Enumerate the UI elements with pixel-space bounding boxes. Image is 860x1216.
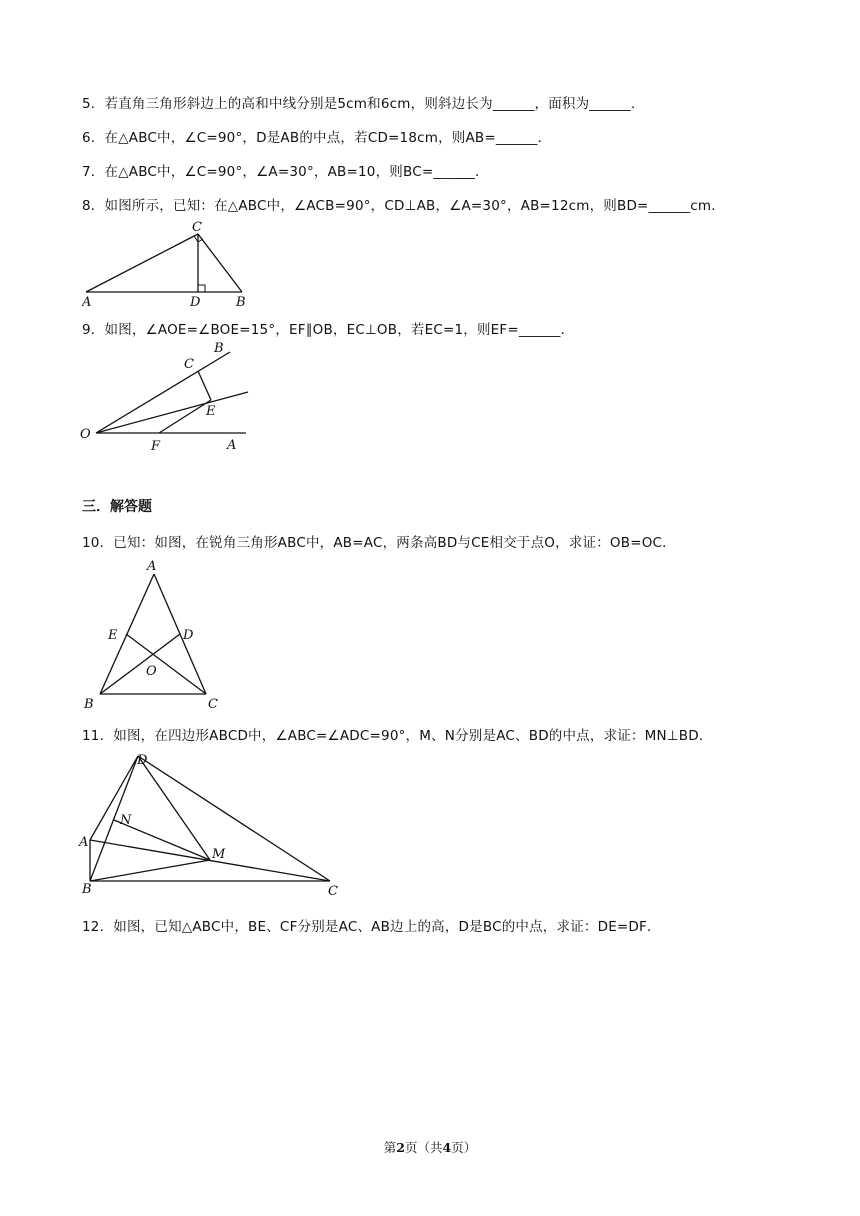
fig10-label-c: C xyxy=(208,697,218,712)
fig9-label-f: F xyxy=(151,439,161,454)
fig8-label-d: D xyxy=(190,295,201,310)
question-9: 9．如图，∠AOE=∠BOE=15°，EF∥OB，EC⊥OB，若EC=1，则EF=______． xyxy=(82,322,575,338)
question-5: 5．若直角三角形斜边上的高和中线分别是5cm和6cm，则斜边长为______，面积为______． xyxy=(82,96,645,112)
fig9-label-b: B xyxy=(214,341,224,356)
footer-page-number: 2 xyxy=(396,1140,405,1155)
fig10-label-b: B xyxy=(84,697,94,712)
fig8-label-b: B xyxy=(236,295,246,310)
fig8-label-c: C xyxy=(192,220,202,235)
fig11-label-n: N xyxy=(120,813,132,828)
fig8-label-a: A xyxy=(82,295,92,310)
figure-q11 xyxy=(78,748,342,898)
fig10-label-e: E xyxy=(108,628,118,643)
fig11-label-m: M xyxy=(212,847,226,862)
question-11: 11．如图，在四边形ABCD中，∠ABC=∠ADC=90°，M、N分别是AC、BD的中点，求证：MN⊥BD． xyxy=(82,728,713,744)
fig10-label-a: A xyxy=(147,559,157,574)
section-title: 三．解答题 xyxy=(82,499,152,515)
fig11-label-a: A xyxy=(79,835,89,850)
question-8: 8．如图所示，已知：在△ABC中，∠ACB=90°，CD⊥AB，∠A=30°，AB=12cm，则BD=______cm． xyxy=(82,198,725,214)
fig9-label-a: A xyxy=(227,438,237,453)
fig9-label-o: O xyxy=(80,427,91,442)
fig9-label-e: E xyxy=(206,404,216,419)
fig11-label-c: C xyxy=(328,884,338,898)
fig11-label-d: D xyxy=(137,753,148,768)
fig10-label-o: O xyxy=(146,664,157,679)
question-6: 6．在△ABC中，∠C=90°，D是AB的中点，若CD=18cm，则AB=______． xyxy=(82,130,552,146)
footer-page-total: 4 xyxy=(442,1140,452,1155)
footer-suffix: 页） xyxy=(451,1140,477,1155)
footer-prefix: 第 xyxy=(383,1140,397,1155)
figure-q10 xyxy=(80,556,230,712)
fig10-label-d: D xyxy=(183,628,194,643)
fig9-label-c: C xyxy=(184,357,194,372)
page-footer xyxy=(0,1138,860,1156)
question-7: 7．在△ABC中，∠C=90°，∠A=30°，AB=10，则BC=______． xyxy=(82,164,489,180)
figure-q8 xyxy=(82,218,252,310)
footer-middle: 页（共 xyxy=(404,1140,443,1155)
figure-q9 xyxy=(78,340,250,454)
question-12: 12．如图，已知△ABC中，BE、CF分别是AC、AB边上的高，D是BC的中点，求证：DE=DF． xyxy=(82,919,661,935)
fig11-label-b: B xyxy=(82,882,92,897)
question-10: 10．已知：如图，在锐角三角形ABC中，AB=AC，两条高BD与CE相交于点O，求证：OB=OC． xyxy=(82,535,676,551)
